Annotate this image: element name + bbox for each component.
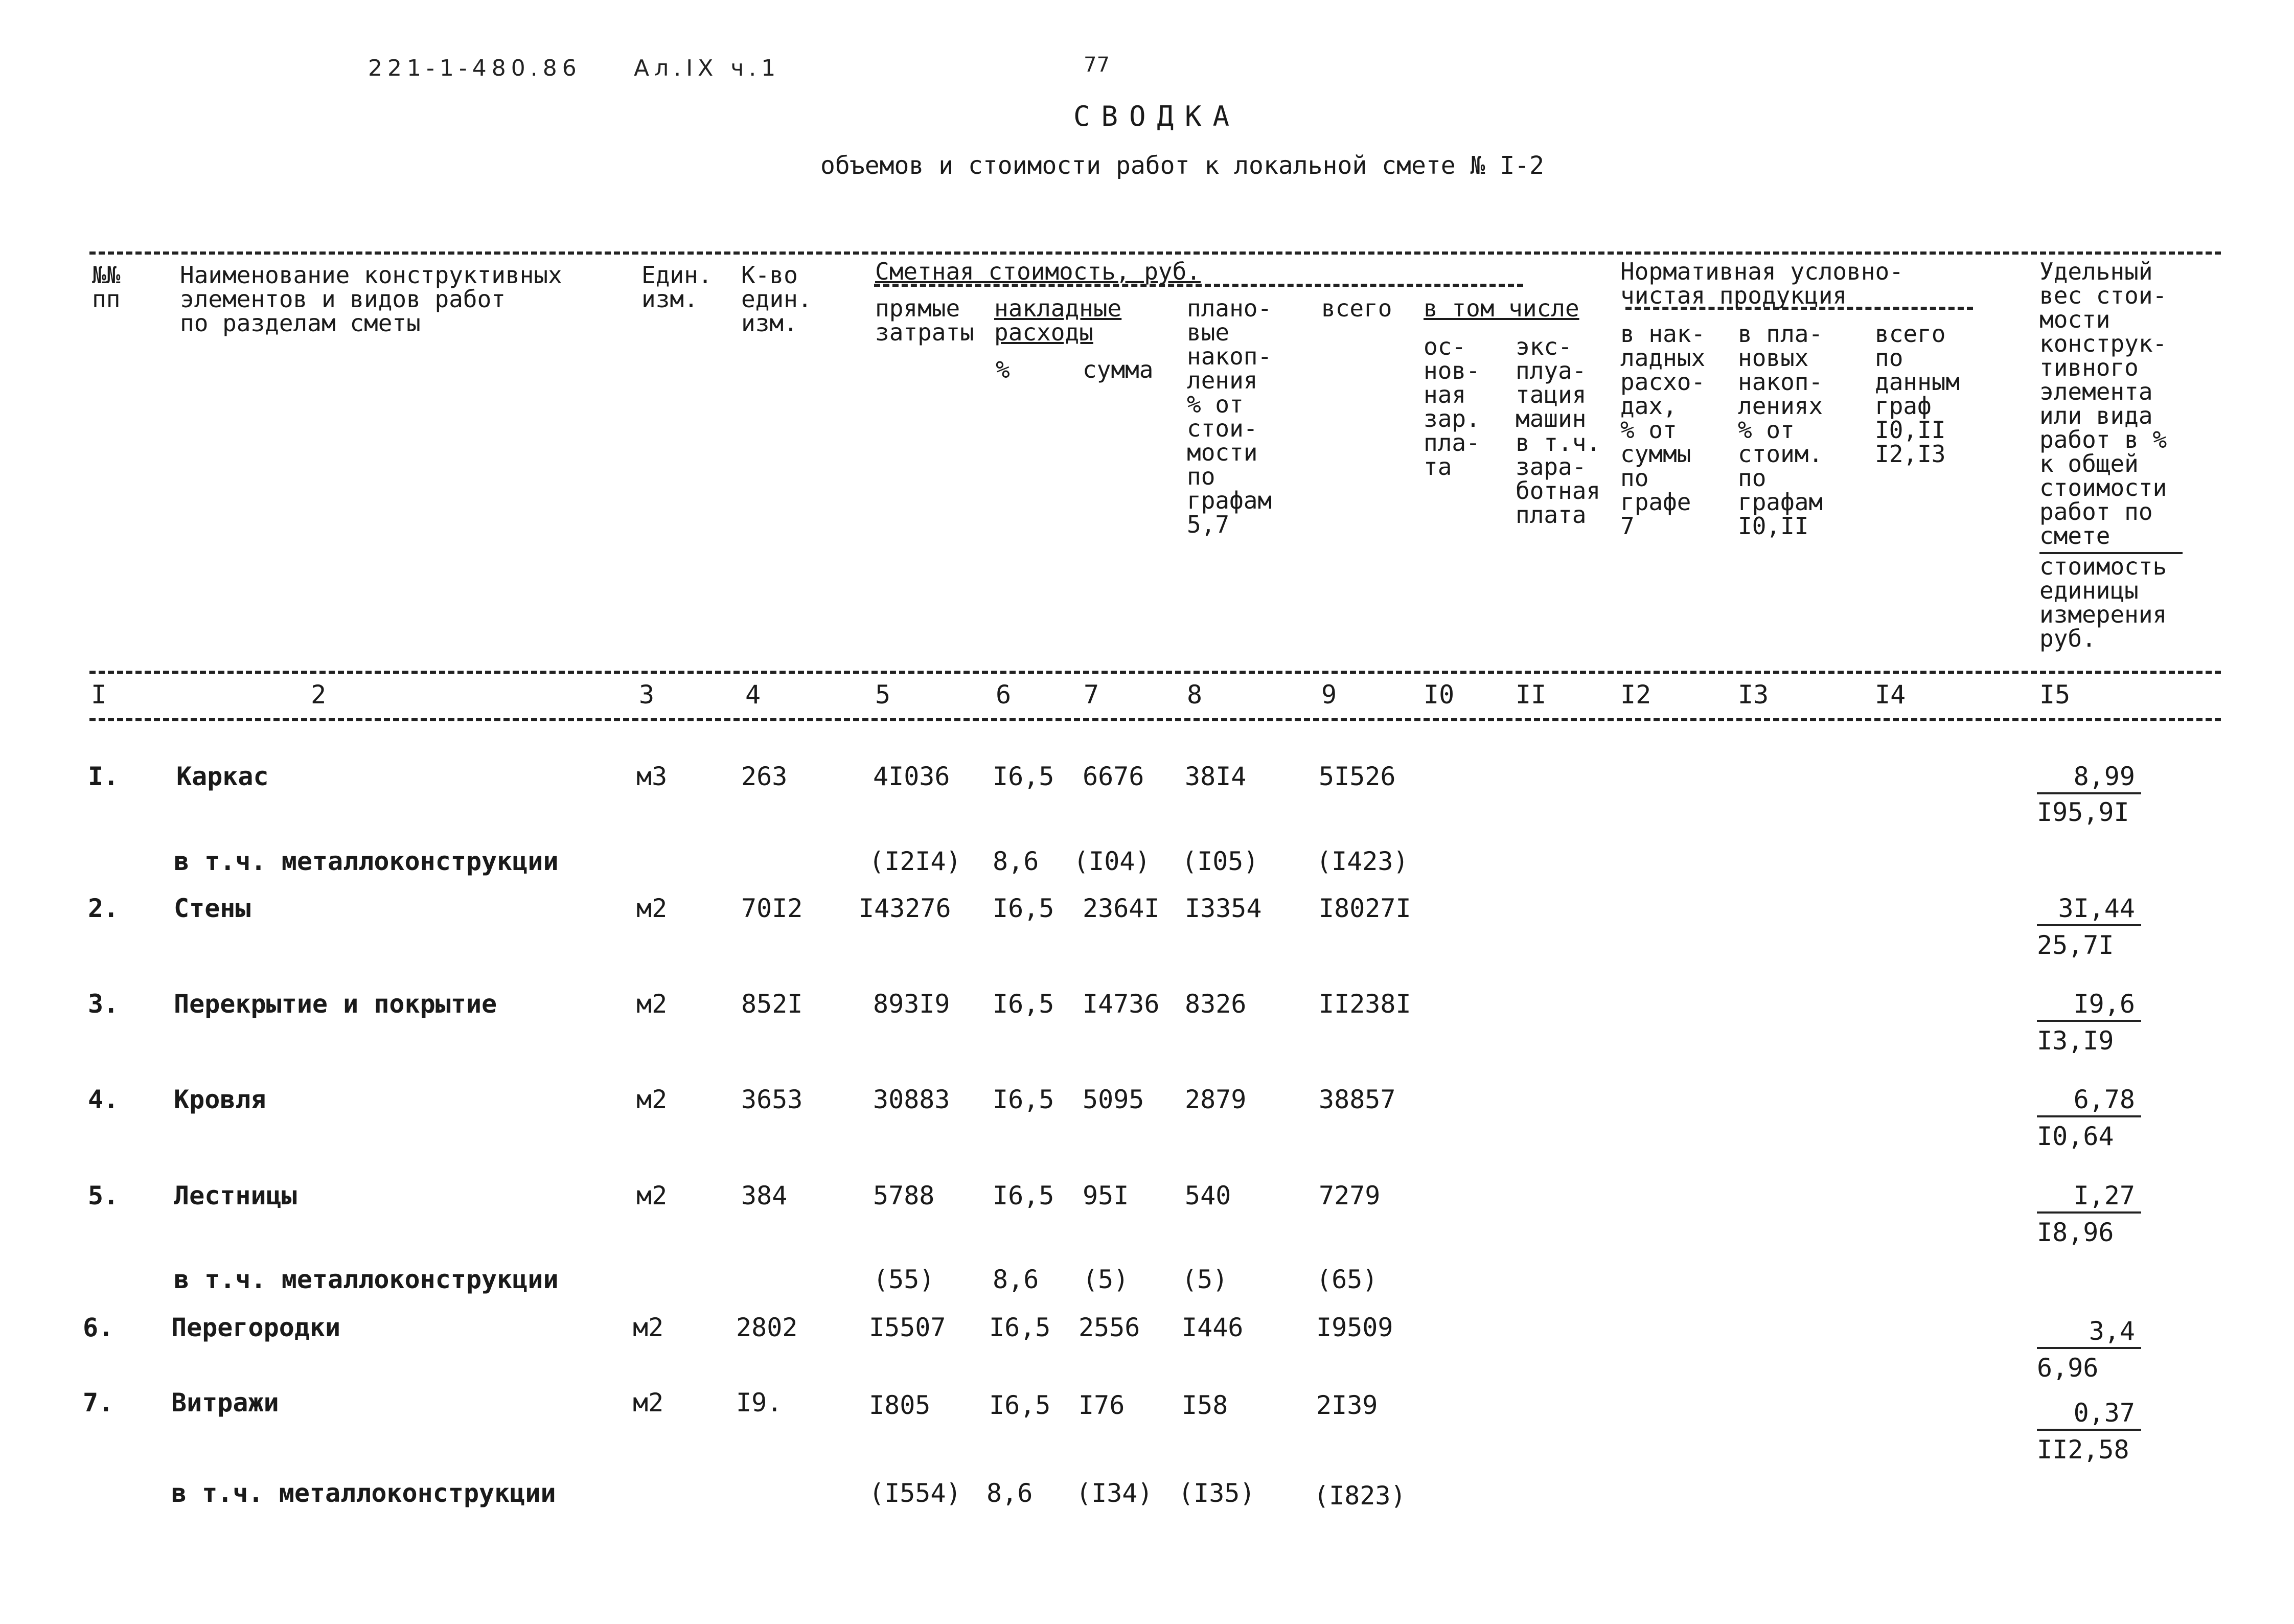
planned-savings: 38I4 (1185, 762, 1247, 791)
col-number: I4 (1875, 680, 1906, 710)
col-header-machine-operation: экс- плуа- тация машин в т.ч. зара- ботная плата (1516, 333, 1601, 529)
unit-cost: I3,I9 (2037, 1026, 2114, 1056)
planned-savings: (I35) (1178, 1478, 1255, 1508)
element-name: Кровля (174, 1085, 266, 1114)
overhead-sum: 95I (1083, 1181, 1129, 1210)
col-number: II (1516, 680, 1547, 710)
col-number: I5 (2039, 680, 2071, 710)
total-cost: (65) (1316, 1265, 1378, 1294)
direct-costs: 893I9 (873, 989, 950, 1019)
doc-code: 221-1-480.86 (368, 55, 582, 81)
row-number: 2. (88, 894, 119, 923)
unit-cost: 6,96 (2037, 1353, 2099, 1383)
col-header-direct-costs: прямые затраты (875, 294, 974, 346)
col-header-planned-savings: плано- вые накоп- ления % от стои- мости по графам 5,7 (1187, 294, 1272, 538)
element-name: Витражи (171, 1388, 279, 1417)
col-header-unit-cost: стоимость единицы измерения руб. (2039, 553, 2167, 652)
total-cost: (I823) (1314, 1481, 1406, 1511)
unit: м2 (633, 1313, 664, 1342)
col-number: I0 (1424, 680, 1455, 710)
quantity: I9. (736, 1388, 783, 1417)
cost-share: 8,99 (2037, 762, 2141, 794)
overhead-percent: I6,5 (989, 1313, 1051, 1342)
page-number: 77 (1084, 53, 1110, 77)
cost-share: 3,4 (2037, 1316, 2141, 1349)
quantity: 3653 (741, 1085, 803, 1114)
quantity: 70I2 (741, 894, 803, 923)
col-header-overhead-percent: % (996, 356, 1010, 383)
direct-costs: 4I036 (873, 762, 950, 791)
total-cost: 5I526 (1319, 762, 1396, 791)
col-header-name: Наименование конструктивных элементов и видов работ по разделам сметы (180, 261, 562, 337)
planned-savings: I58 (1182, 1390, 1228, 1420)
overhead-percent: I6,5 (989, 1390, 1051, 1420)
cost-share: 6,78 (2037, 1085, 2141, 1117)
unit: м2 (636, 1181, 668, 1210)
unit-cost: I95,9I (2037, 797, 2129, 827)
header-bottom-rule (89, 671, 2221, 674)
overhead-sum: 5095 (1083, 1085, 1144, 1114)
element-name: Перекрытие и покрытие (174, 989, 497, 1019)
col-header-norm-overhead: в нак- ладных расхо- дах, % от суммы по графе 7 (1620, 320, 1706, 540)
cost-share: 0,37 (2037, 1398, 2141, 1431)
column-numbers-rule (89, 718, 2221, 721)
col-header-norm-group: Нормативная условно- чистая продукция (1620, 258, 1903, 309)
planned-savings: I446 (1182, 1313, 1244, 1342)
row-number: 4. (88, 1085, 119, 1114)
col-number: 3 (639, 680, 655, 710)
col-number: 7 (1084, 680, 1099, 710)
col-header-total: всего (1321, 294, 1392, 322)
col-header-base-wage: ос- нов- ная зар. пла- та (1424, 333, 1480, 481)
quantity: 2802 (736, 1313, 798, 1342)
unit-cost: II2,58 (2037, 1435, 2129, 1465)
planned-savings: 540 (1185, 1181, 1231, 1210)
direct-costs: (55) (873, 1265, 935, 1294)
col-header-number: №№ пп (92, 261, 121, 313)
col-header-quantity: К-во един. изм. (741, 261, 812, 337)
quantity: 852I (741, 989, 803, 1019)
col-number: 5 (875, 680, 891, 710)
direct-costs: 30883 (873, 1085, 950, 1114)
col-number: 8 (1187, 680, 1203, 710)
overhead-sum: 2364I (1083, 894, 1160, 923)
row-number: I. (88, 762, 119, 791)
quantity: 263 (741, 762, 788, 791)
row-number: 6. (83, 1313, 114, 1342)
overhead-percent: 8,6 (987, 1478, 1033, 1508)
element-name: в т.ч. металлоконструкции (174, 847, 559, 876)
header-top-rule (89, 251, 2221, 255)
direct-costs: (I2I4) (869, 847, 961, 876)
planned-savings: 2879 (1185, 1085, 1247, 1114)
total-cost: 2I39 (1316, 1390, 1378, 1420)
unit-cost: I8,96 (2037, 1218, 2114, 1247)
unit-cost: I0,64 (2037, 1122, 2114, 1151)
unit: м3 (636, 762, 668, 791)
col-header-norm-planned: в пла- новых накоп- лениях % от стоим. по графам I0,II (1738, 320, 1823, 540)
overhead-percent: 8,6 (993, 847, 1039, 876)
element-name: Лестницы (174, 1181, 297, 1210)
unit: м2 (636, 1085, 668, 1114)
overhead-sum: (I04) (1073, 847, 1151, 876)
overhead-percent: I6,5 (993, 1181, 1054, 1210)
planned-savings: I3354 (1185, 894, 1262, 923)
row-number: 3. (88, 989, 119, 1019)
planned-savings: (I05) (1182, 847, 1259, 876)
total-cost: (I423) (1316, 847, 1409, 876)
total-cost: 7279 (1319, 1181, 1381, 1210)
element-name: Стены (174, 894, 251, 923)
planned-savings: (5) (1182, 1265, 1228, 1294)
cost-share: 3I,44 (2037, 894, 2141, 926)
overhead-percent: I6,5 (993, 1085, 1054, 1114)
direct-costs: 5788 (873, 1181, 935, 1210)
direct-costs: I5507 (869, 1313, 946, 1342)
element-name: Каркас (176, 762, 269, 791)
unit: м2 (633, 1388, 664, 1417)
element-name: Перегородки (171, 1313, 341, 1342)
overhead-sum: I76 (1079, 1390, 1125, 1420)
col-header-norm-total: всего по данным граф I0,II I2,I3 (1875, 320, 1960, 468)
col-header-share: Удельный вес стои- мости конструк- тивного элемента или вида работ в % к общей стоимости работ по смете (2039, 258, 2167, 550)
cost-share: I9,6 (2037, 989, 2141, 1022)
page-title: СВОДКА (1073, 100, 1241, 132)
direct-costs: (I554) (869, 1478, 961, 1508)
planned-savings: 8326 (1185, 989, 1247, 1019)
col-number: 6 (996, 680, 1012, 710)
unit: м2 (636, 989, 668, 1019)
overhead-sum: 6676 (1083, 762, 1144, 791)
col-header-cost-group: Сметная стоимость, руб. (875, 258, 1201, 285)
col-header-including: в том числе (1424, 294, 1579, 322)
col-number: I2 (1620, 680, 1651, 710)
col-number: I (91, 680, 107, 710)
element-name: в т.ч. металлоконструкции (171, 1478, 556, 1508)
element-name: в т.ч. металлоконструкции (174, 1265, 559, 1294)
overhead-percent: I6,5 (993, 762, 1054, 791)
col-number: 9 (1321, 680, 1337, 710)
album-reference: Ал.IX ч.1 (634, 55, 781, 81)
direct-costs: I43276 (859, 894, 951, 923)
row-number: 5. (88, 1181, 119, 1210)
total-cost: I9509 (1316, 1313, 1393, 1342)
col-header-unit: Един. изм. (641, 261, 713, 313)
page-subtitle: объемов и стоимости работ к локальной смете № I-2 (820, 151, 1545, 180)
overhead-sum: (I34) (1076, 1478, 1153, 1508)
col-number: 2 (311, 680, 327, 710)
quantity: 384 (741, 1181, 788, 1210)
unit: м2 (636, 894, 668, 923)
overhead-percent: I6,5 (993, 894, 1054, 923)
overhead-percent: I6,5 (993, 989, 1054, 1019)
total-cost: 38857 (1319, 1085, 1396, 1114)
overhead-sum: (5) (1083, 1265, 1129, 1294)
overhead-sum: 2556 (1079, 1313, 1140, 1342)
col-number: I3 (1738, 680, 1769, 710)
col-header-overhead-sum: сумма (1083, 356, 1154, 383)
overhead-percent: 8,6 (993, 1265, 1039, 1294)
col-number: 4 (745, 680, 761, 710)
total-cost: II238I (1319, 989, 1411, 1019)
row-number: 7. (83, 1388, 114, 1417)
cost-share: I,27 (2037, 1181, 2141, 1214)
col-header-overhead: накладные расходы (994, 294, 1122, 346)
direct-costs: I805 (869, 1390, 931, 1420)
overhead-sum: I4736 (1083, 989, 1160, 1019)
total-cost: I8027I (1319, 894, 1411, 923)
unit-cost: 25,7I (2037, 930, 2114, 960)
